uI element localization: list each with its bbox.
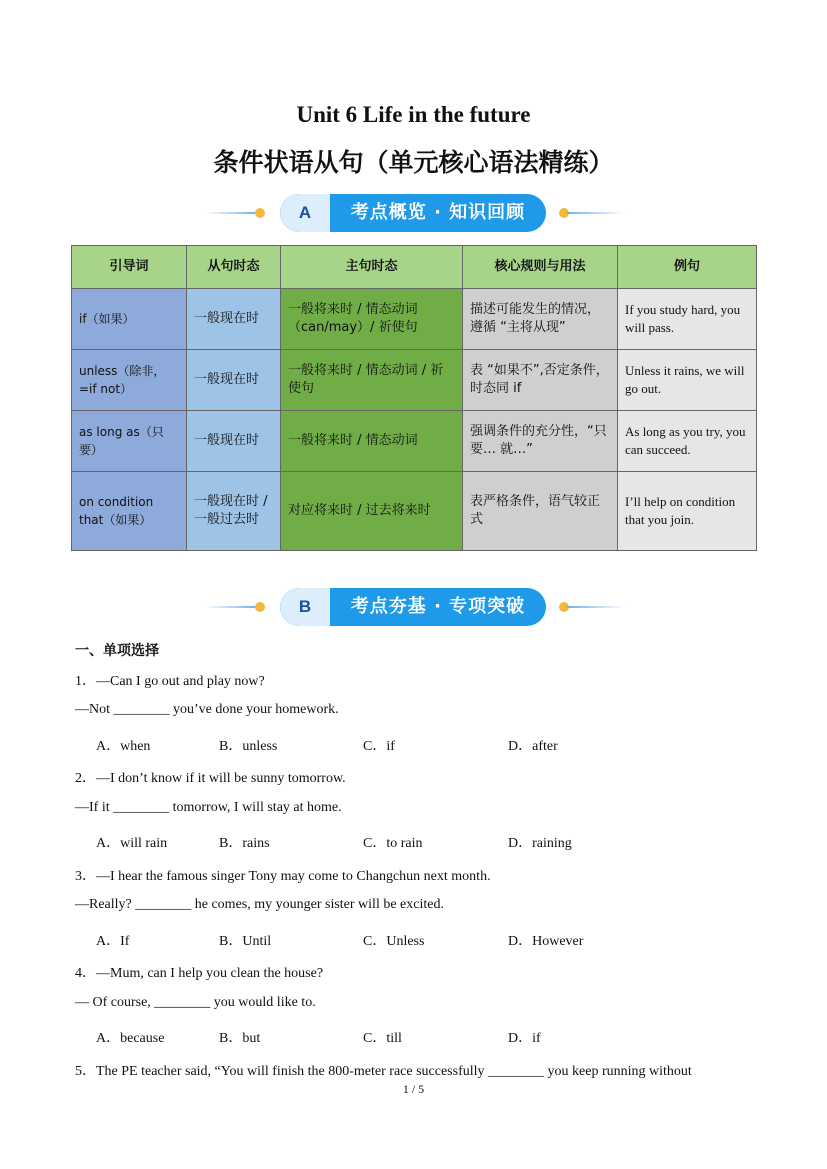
option-a[interactable]: A．because (96, 1031, 165, 1046)
grammar-table (71, 245, 757, 551)
banner-label: 考点夯基 · 专项突破 (350, 596, 526, 617)
conjunction-cell: if（如果） (72, 289, 187, 350)
question-stem: 2．—I don’t know if it will be sunny tomorrow. (75, 771, 346, 786)
option-a[interactable]: A．will rain (96, 836, 168, 851)
table-row (72, 472, 757, 551)
banner-line-right (567, 212, 625, 214)
banner-letter: A (280, 194, 330, 232)
main-tense-cell: 对应将来时 / 过去将来时 (281, 472, 463, 551)
conjunction-cell: as long as（只要） (72, 411, 187, 472)
document-subtitle: 条件状语从句（单元核心语法精练） (213, 148, 614, 177)
question-stem: —Really? ________ he comes, my younger sister will be excited. (75, 897, 444, 912)
main-tense-cell: 一般将来时 / 情态动词（can/may）/ 祈使句 (281, 289, 463, 350)
option-b[interactable]: B．but (219, 1031, 261, 1046)
table-row (72, 350, 757, 411)
banner-line-left (205, 212, 257, 214)
rule-cell: 强调条件的充分性，“只要… 就…” (463, 411, 618, 472)
table-row (72, 411, 757, 472)
example-cell: I’ll help on condition that you join. (618, 472, 757, 551)
question-stem: 4．—Mum, can I help you clean the house? (75, 966, 324, 981)
option-a[interactable]: A．when (96, 739, 151, 754)
question-stem: —If it ________ tomorrow, I will stay at home. (75, 800, 342, 815)
document-title: Unit 6 Life in the future (296, 102, 531, 127)
clause-tense-cell: 一般现在时 / 一般过去时 (187, 472, 281, 551)
option-d[interactable]: D．if (508, 1031, 541, 1046)
table-header-row (72, 246, 757, 289)
option-b[interactable]: B．unless (219, 739, 278, 754)
rule-cell: 描述可能发生的情况，遵循 “主将从现” (463, 289, 618, 350)
option-b[interactable]: B．Until (219, 934, 272, 949)
header-cell: 从句时态 (187, 246, 281, 289)
section-b-banner (205, 587, 625, 627)
option-d[interactable]: D．after (508, 739, 558, 754)
question-stem: 3．—I hear the famous singer Tony may come to Changchun next month. (75, 869, 491, 884)
header-cell: 核心规则与用法 (463, 246, 618, 289)
option-c[interactable]: C．if (363, 739, 395, 754)
question-stem: — Of course, ________ you would like to. (75, 995, 316, 1010)
example-cell: Unless it rains, we will go out. (618, 350, 757, 411)
conjunction-cell: on condition that（如果） (72, 472, 187, 551)
question-stem: 1．—Can I go out and play now? (75, 674, 265, 689)
header-cell: 引导词 (72, 246, 187, 289)
option-c[interactable]: C．till (363, 1031, 402, 1046)
example-cell: If you study hard, you will pass. (618, 289, 757, 350)
section-a-banner (205, 193, 625, 233)
main-tense-cell: 一般将来时 / 情态动词 (281, 411, 463, 472)
rule-cell: 表严格条件，语气较正式 (463, 472, 618, 551)
option-d[interactable]: D．raining (508, 836, 572, 851)
banner-line-right (567, 606, 625, 608)
banner-dot-left (255, 602, 265, 612)
banner-pill (280, 588, 546, 626)
page-number: 1 / 5 (402, 1082, 425, 1096)
option-c[interactable]: C．Unless (363, 934, 425, 949)
banner-pill (280, 194, 546, 232)
example-cell: As long as you try, you can succeed. (618, 411, 757, 472)
section-heading: 一、单项选择 (75, 643, 159, 659)
clause-tense-cell: 一般现在时 (187, 350, 281, 411)
question-stem: —Not ________ you’ve done your homework. (75, 702, 339, 717)
table-row (72, 289, 757, 350)
option-b[interactable]: B．rains (219, 836, 270, 851)
header-cell: 主句时态 (281, 246, 463, 289)
banner-letter: B (280, 588, 330, 626)
banner-dot-left (255, 208, 265, 218)
clause-tense-cell: 一般现在时 (187, 411, 281, 472)
banner-label: 考点概览 · 知识回顾 (350, 202, 526, 223)
main-tense-cell: 一般将来时 / 情态动词 / 祈使句 (281, 350, 463, 411)
option-a[interactable]: A．If (96, 934, 130, 949)
clause-tense-cell: 一般现在时 (187, 289, 281, 350)
conjunction-cell: unless（除非，=if not） (72, 350, 187, 411)
option-d[interactable]: D．However (508, 934, 584, 949)
rule-cell: 表 “如果不”,否定条件，时态同 if (463, 350, 618, 411)
question-stem: 5．The PE teacher said, “You will finish the 800-meter race successfully ________ you keep running without (75, 1064, 692, 1079)
option-c[interactable]: C．to rain (363, 836, 423, 851)
banner-line-left (205, 606, 257, 608)
header-cell: 例句 (618, 246, 757, 289)
